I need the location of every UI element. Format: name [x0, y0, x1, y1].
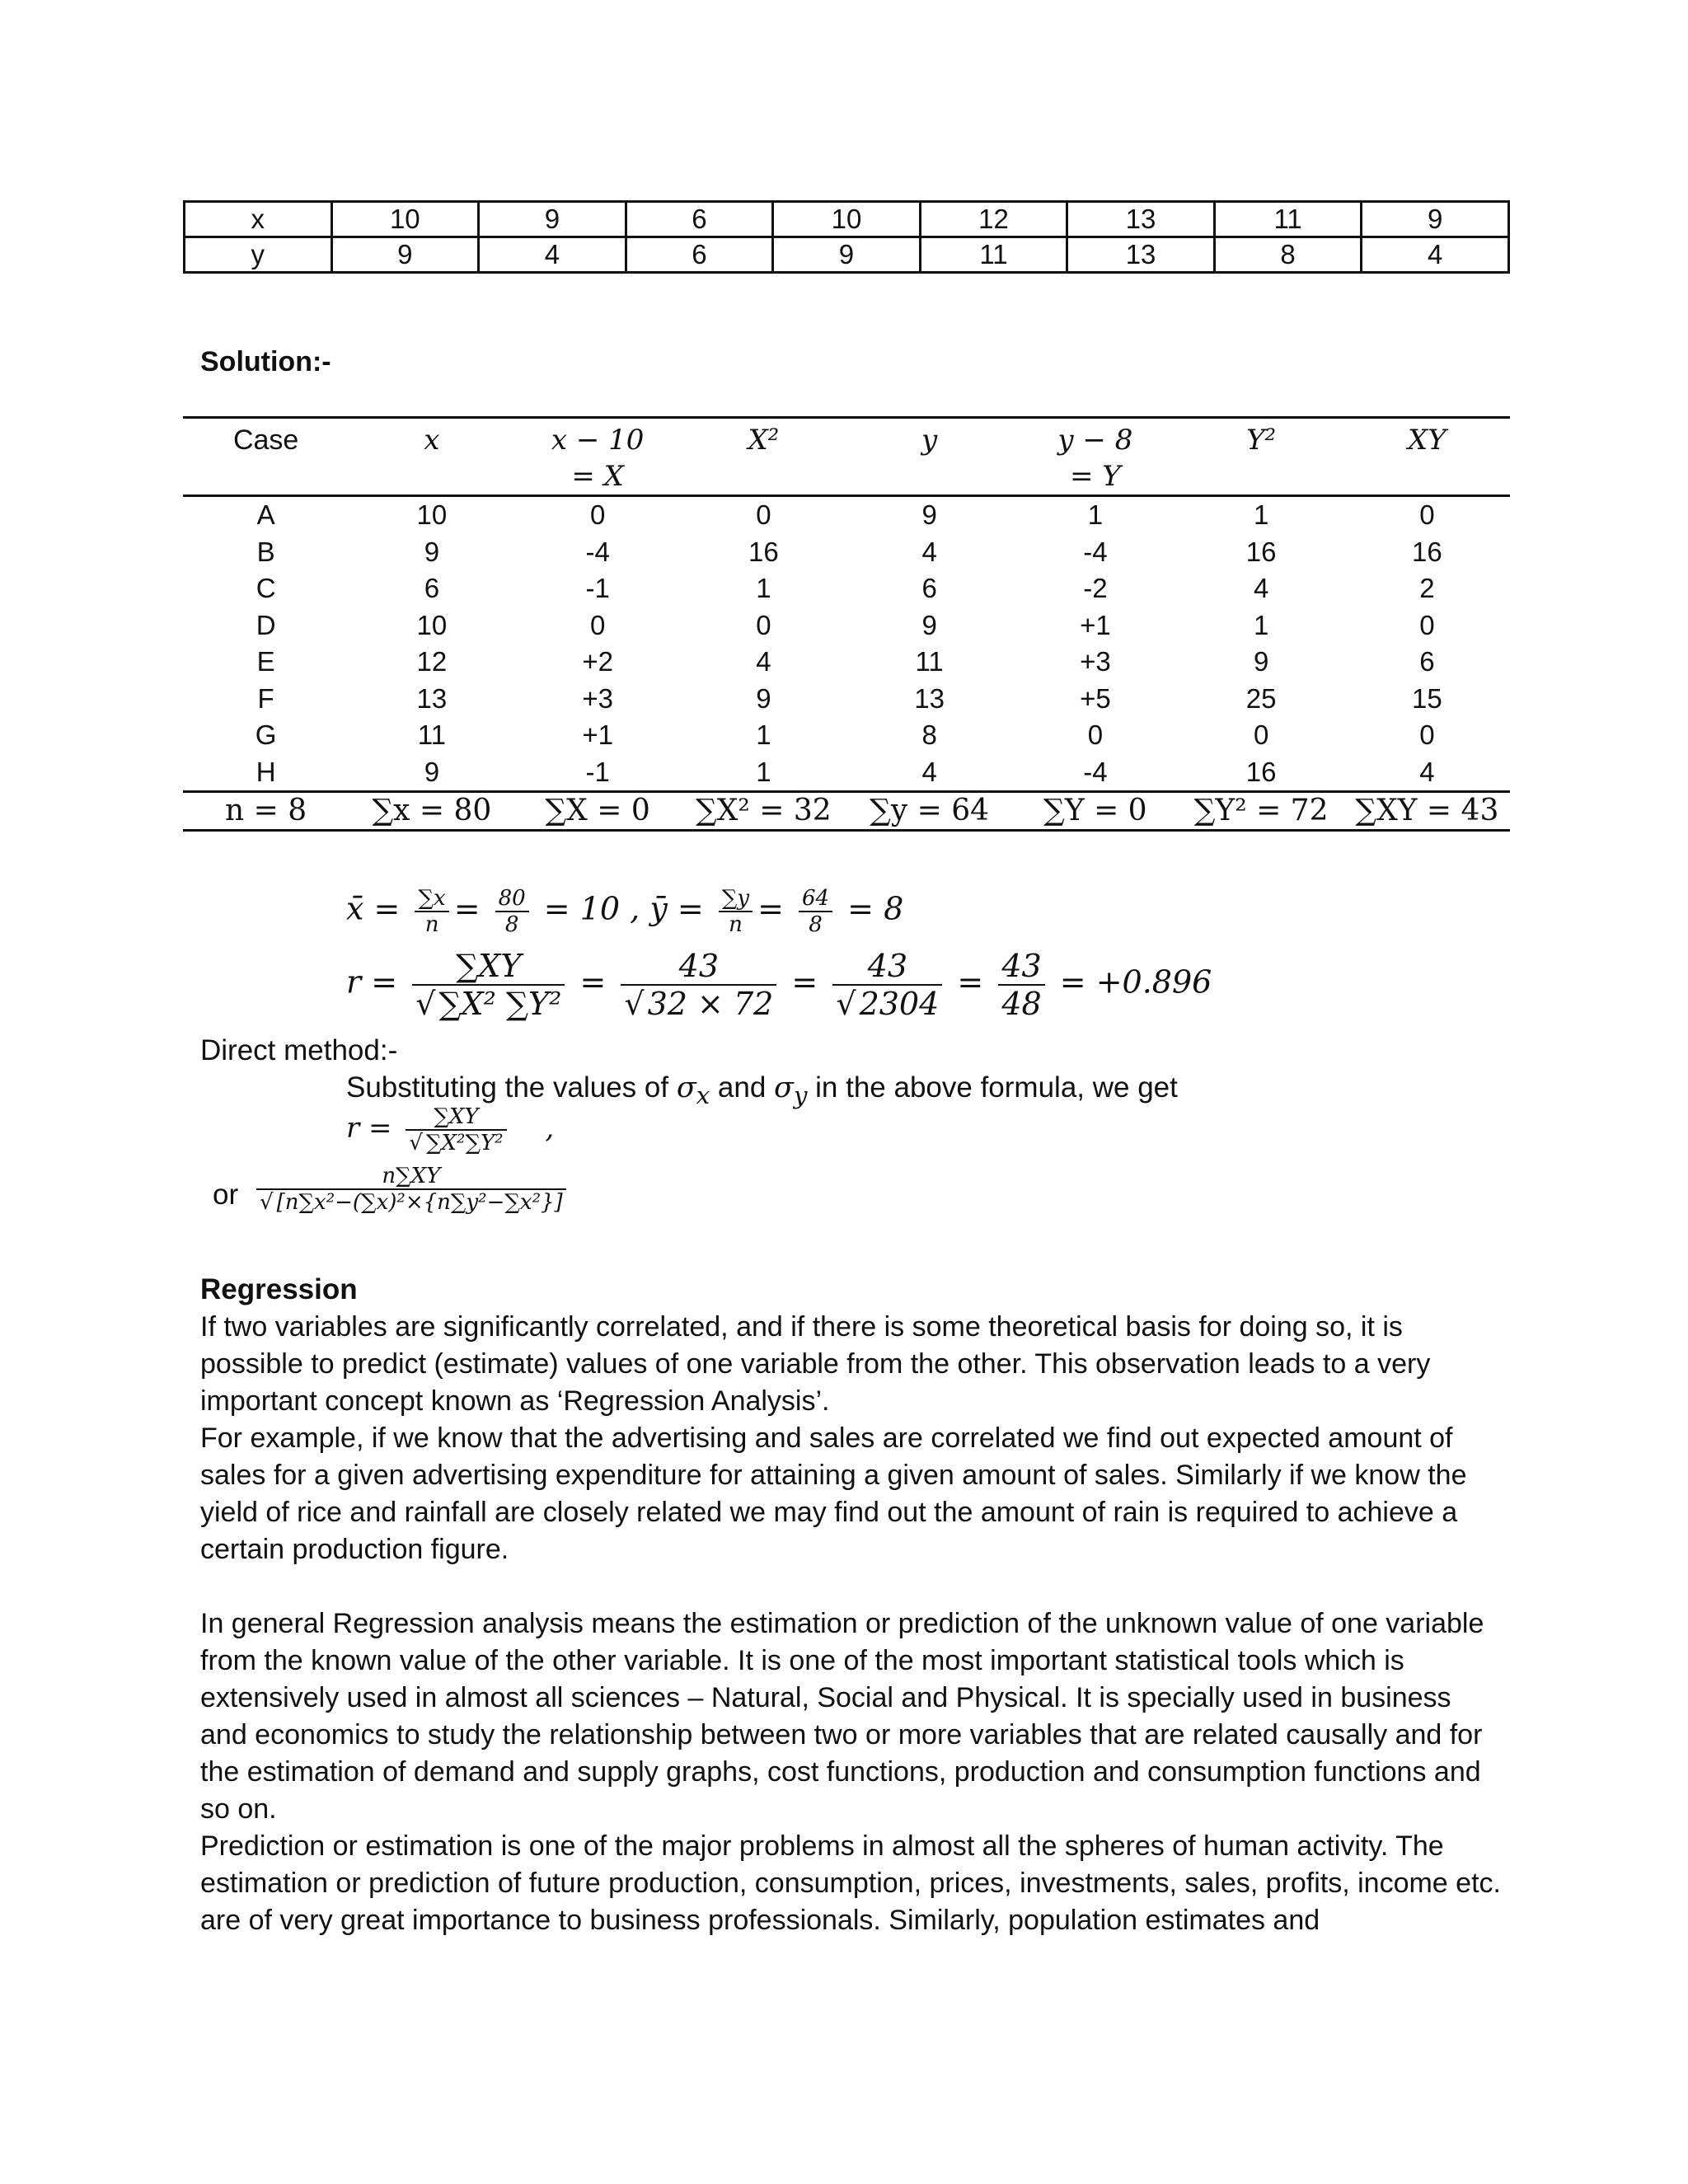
header-case: Case: [232, 424, 299, 456]
table-cell: 1: [756, 756, 771, 787]
fraction-numerator: 43: [1001, 948, 1042, 984]
table-cell: 9: [1362, 202, 1509, 237]
column-header: [1179, 418, 1344, 496]
total-cell: ∑X² = 32: [681, 792, 846, 831]
text-span: and: [710, 1071, 775, 1104]
table-cell: 2: [1419, 573, 1435, 604]
fraction-numerator: ∑XY: [434, 1104, 479, 1129]
table-cell: A: [256, 499, 275, 531]
table-cell: 9: [479, 202, 626, 237]
table-cell: x: [185, 202, 332, 237]
table-header-row: [183, 418, 1510, 496]
header-x-minus-10: x − 10: [551, 424, 645, 457]
table-cell: -1: [585, 756, 610, 787]
paragraph: If two variables are significantly correlated, and if there is some theoretical basis for doing so, it is possible to predict (estimate) values of one variable from the other. This observation leads to a very important concept known as ‘Regression Analysis’.: [200, 1311, 1431, 1417]
fraction-denominator: √ [n∑x²−(∑x)²×{n∑y²−∑x²}]: [256, 1188, 566, 1215]
total-cell: ∑Y = 0: [1012, 792, 1178, 831]
total-cell: n = 8: [183, 792, 349, 831]
fraction: [415, 886, 448, 937]
table-cell: F: [257, 682, 274, 714]
table-cell: B: [256, 536, 275, 567]
table-row: [183, 496, 1510, 534]
total-cell: ∑x = 80: [349, 792, 514, 831]
table-cell: 6: [626, 202, 773, 237]
subscript: x: [696, 1081, 710, 1109]
table-row: [183, 717, 1510, 754]
table-cell: -2: [1083, 573, 1108, 604]
totals-row: [183, 792, 1510, 831]
column-header: [183, 418, 349, 496]
table-cell: 13: [914, 682, 945, 714]
fraction: [998, 948, 1044, 1022]
table-row: [183, 644, 1510, 681]
fraction: [719, 886, 753, 937]
fraction-denominator: √ 2304: [832, 984, 942, 1022]
table-cell: 4: [1362, 237, 1509, 273]
table-cell: 10: [416, 609, 448, 640]
column-header: [349, 418, 514, 496]
table-cell: G: [255, 719, 277, 751]
solution-table: [183, 416, 1510, 832]
sqrt-content: 2304: [856, 984, 940, 1022]
table-cell: 0: [756, 609, 771, 640]
table-cell: 0: [1087, 719, 1104, 751]
header-y: y: [921, 424, 938, 457]
sigma-symbol: σ: [676, 1071, 696, 1104]
table-row: [183, 607, 1510, 644]
table-cell: 0: [1253, 719, 1269, 751]
table-cell: 11: [920, 237, 1067, 273]
fraction-numerator: ∑y: [721, 886, 750, 911]
fraction-numerator: 43: [867, 948, 907, 984]
paragraph: Prediction or estimation is one of the major problems in almost all the spheres of human activity. The estimation or prediction of future production, consumption, prices, investments, sales, profits, income etc. are of very great importance to business professionals. Similarly, population estimates and: [200, 1830, 1501, 1936]
fraction-denominator: √ 32 × 72: [621, 984, 776, 1022]
table-cell: 16: [1412, 536, 1442, 567]
fraction-numerator: 64: [801, 886, 830, 911]
regression-heading: Regression: [200, 1273, 358, 1305]
table-cell: 0: [756, 499, 771, 531]
table-cell: 4: [1419, 756, 1435, 787]
fraction-denominator: n: [719, 911, 753, 937]
fraction-denominator: √ ∑X² ∑Y²: [412, 984, 565, 1022]
r-symbol: r =: [346, 1112, 392, 1145]
table-row: [183, 681, 1510, 718]
table-row: [185, 202, 1509, 237]
table-cell: +1: [582, 719, 613, 751]
fraction-denominator: 8: [495, 911, 529, 937]
fraction-numerator: 80: [498, 886, 526, 911]
solution-heading: Solution:-: [200, 346, 331, 377]
header-y-minus-8: y − 8: [1057, 424, 1133, 457]
table-cell: 4: [1253, 573, 1269, 604]
fraction-denominator: √ ∑X²∑Y²: [406, 1129, 506, 1155]
or-label: or: [213, 1179, 239, 1211]
table-cell: 4: [921, 536, 937, 567]
table-row: [185, 237, 1509, 273]
table-row: [183, 754, 1510, 792]
direct-r-formula: [346, 1104, 554, 1155]
mean-y-result: = 8: [847, 890, 904, 927]
table-cell: 12: [416, 646, 448, 677]
fraction-numerator: n∑XY: [382, 1164, 441, 1188]
table-cell: 4: [756, 646, 771, 677]
r-symbol: r =: [346, 963, 398, 1001]
table-cell: 6: [424, 573, 440, 604]
table-cell: 0: [1419, 499, 1435, 531]
table-cell: +1: [1080, 609, 1111, 640]
header-x: x: [424, 424, 440, 457]
column-header: [846, 418, 1012, 496]
table-cell: 0: [1419, 719, 1435, 751]
fraction: [621, 948, 776, 1022]
table-cell: 1: [756, 719, 771, 751]
fraction-numerator: ∑x: [418, 886, 446, 911]
table-cell: +2: [582, 646, 613, 677]
table-cell: 1: [1253, 609, 1269, 640]
mean-x-result: = 10 ,: [543, 890, 640, 927]
fraction: [799, 886, 832, 937]
fraction: [412, 948, 565, 1022]
table-cell: 11: [915, 646, 944, 677]
table-cell: 4: [921, 756, 937, 787]
table-cell: +3: [582, 682, 613, 714]
text-span: Substituting the values of: [346, 1071, 677, 1104]
table-cell: 10: [773, 202, 921, 237]
total-cell: ∑X = 0: [515, 792, 681, 831]
table-cell: 9: [424, 756, 440, 787]
table-cell: y: [185, 237, 332, 273]
table-cell: 6: [626, 237, 773, 273]
column-header: [1012, 418, 1178, 496]
mean-x-symbol: x̄ =: [346, 890, 401, 927]
sqrt-content: ∑X² ∑Y²: [435, 984, 561, 1022]
fraction: [256, 1164, 566, 1215]
table-cell: +3: [1080, 646, 1111, 677]
table-cell: -4: [1083, 536, 1108, 567]
solution-body: [183, 496, 1510, 792]
r-result: = +0.896: [1059, 963, 1212, 1001]
table-cell: 9: [756, 682, 771, 714]
table-cell: 9: [773, 237, 921, 273]
fraction-numerator: 43: [678, 948, 720, 984]
fraction: [406, 1104, 506, 1155]
r-formula: r = $\frac{\sum XY}{\text{√ ∑X² ∑Y²}}$ = $\frac{43}{√ 32 \times 72}$ = $\frac{43}{√ 2304}$ = $\frac{43}{48}$ = +0.896: [346, 948, 1212, 1022]
sqrt-content: 32 × 72: [645, 984, 774, 1022]
table-cell: 0: [589, 499, 606, 531]
table-cell: -4: [585, 536, 610, 567]
table-cell: 1: [1253, 499, 1269, 531]
paragraph: For example, if we know that the advertising and sales are correlated we find out expected amount of sales for a given advertising expenditure for attaining a given amount of sales. Similarly if we know the yield of rice and rainfall are closely related we may find out the amount of rain is required to achieve a certain production figure.: [200, 1422, 1467, 1565]
sigma-symbol: σ: [774, 1071, 794, 1104]
table-cell: 1: [756, 573, 771, 604]
table-cell: 12: [920, 202, 1067, 237]
table-row: [183, 534, 1510, 571]
table-cell: +5: [1080, 682, 1111, 714]
table-cell: 10: [331, 202, 479, 237]
table-cell: C: [256, 573, 276, 604]
total-cell: ∑Y² = 72: [1179, 792, 1344, 831]
table-cell: 0: [1419, 609, 1435, 640]
table-cell: 9: [424, 536, 440, 567]
table-cell: 8: [921, 719, 937, 751]
table-cell: 16: [748, 536, 779, 567]
table-cell: 9: [921, 499, 937, 531]
column-header: [515, 418, 681, 496]
table-cell: 15: [1412, 682, 1442, 714]
table-cell: 9: [921, 609, 937, 640]
table-cell: 6: [1419, 646, 1435, 677]
fraction-denominator: 8: [799, 911, 832, 937]
table-row: [183, 570, 1510, 607]
table-cell: 8: [1214, 237, 1362, 273]
table-cell: 13: [1067, 202, 1215, 237]
means-formula: x̄ = $\frac{\sum x}{n}$ = $\frac{80}{8}$ = 10 , ȳ = $\frac{\sum y}{n}$ = $\frac{64}{8}$ = 8: [346, 886, 904, 937]
subscript: y: [793, 1081, 808, 1109]
alt-r-formula: [251, 1164, 571, 1215]
table-cell: 25: [1245, 682, 1277, 714]
table-cell: -4: [1083, 756, 1108, 787]
header-X-squared: X²: [748, 424, 780, 457]
header-Y-squared: Y²: [1246, 424, 1277, 457]
mean-y-symbol: ȳ =: [649, 890, 704, 927]
sqrt-content: [n∑x²−(∑x)²×{n∑y²−∑x²}]: [274, 1188, 563, 1215]
column-header: [1344, 418, 1510, 496]
total-cell: ∑y = 64: [846, 792, 1012, 831]
table-cell: 11: [417, 719, 446, 751]
table-cell: 9: [1253, 646, 1269, 677]
fraction-numerator: ∑XY: [456, 948, 522, 984]
fraction-denominator: n: [415, 911, 448, 937]
table-cell: 13: [1067, 237, 1215, 273]
total-cell: ∑XY = 43: [1344, 792, 1510, 831]
table-cell: 10: [416, 499, 448, 531]
table-cell: -1: [585, 573, 610, 604]
sqrt-content: ∑X²∑Y²: [423, 1129, 504, 1155]
table-cell: 9: [331, 237, 479, 273]
table-cell: 16: [1245, 536, 1277, 567]
header-eq-X: = X: [571, 460, 624, 493]
table-cell: 6: [921, 573, 937, 604]
table-cell: E: [256, 646, 275, 677]
table-cell: H: [256, 756, 276, 787]
table-cell: 4: [479, 237, 626, 273]
fraction: [832, 948, 942, 1022]
table-cell: D: [256, 609, 276, 640]
table-cell: 13: [416, 682, 448, 714]
header-eq-Y: = Y: [1070, 460, 1121, 493]
header-XY: XY: [1408, 424, 1447, 457]
table-cell: 16: [1245, 756, 1277, 787]
table-cell: 1: [1087, 499, 1104, 531]
column-header: [681, 418, 846, 496]
table-cell: 0: [589, 609, 606, 640]
direct-method-label: Direct method:-: [200, 1034, 398, 1066]
fraction-denominator: 48: [998, 984, 1044, 1022]
paragraph: In general Regression analysis means the estimation or prediction of the unknown value of one variable from the known value of the other variable. It is one of the most important statistical tools which is extensively used in almost all sciences – Natural, Social and Physical. It is specially used in business and economics to study the relationship between two or more variables that are related causally and for the estimation of demand and supply graphs, cost functions, production and consumption functions and so on.: [200, 1608, 1484, 1825]
data-table: [183, 200, 1510, 274]
fraction: [495, 886, 529, 937]
table-cell: 11: [1214, 202, 1362, 237]
text-span: in the above formula, we get: [807, 1071, 1178, 1104]
comma: ,: [545, 1112, 555, 1145]
